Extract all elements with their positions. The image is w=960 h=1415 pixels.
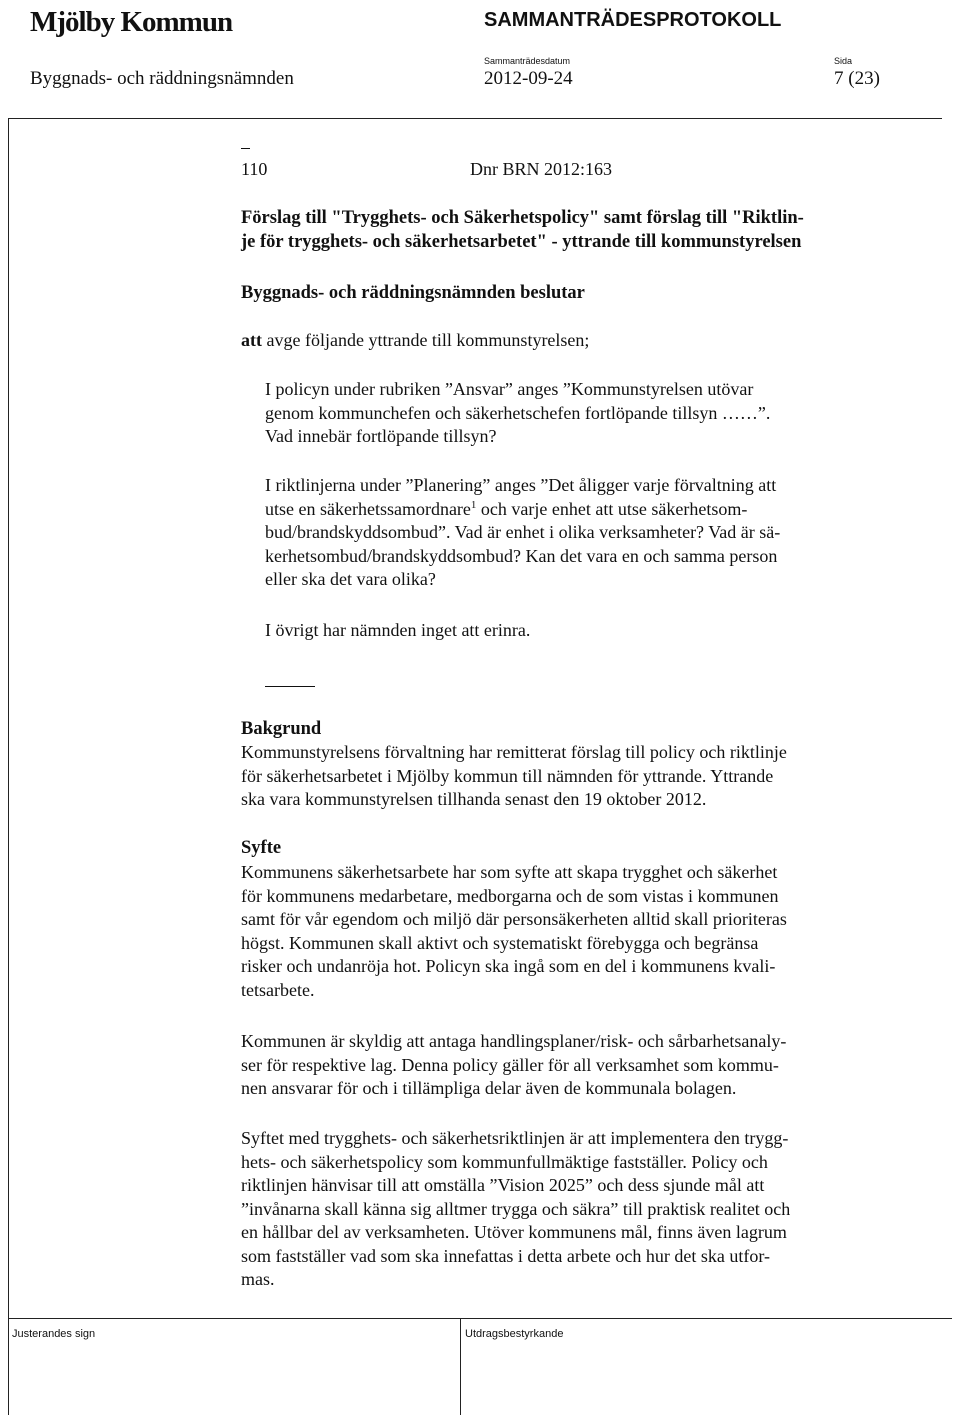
decision-heading: Byggnads- och räddningsnämnden beslutar — [241, 283, 585, 303]
decision-att-line — [241, 329, 589, 353]
meeting-date: 2012-09-24 — [484, 68, 573, 89]
purpose-heading: Syfte — [241, 838, 282, 858]
text-line: Kommunens säkerhetsarbete har som syfte att skapa trygghet och säkerhet — [241, 862, 778, 882]
att-text: avge följande yttrande till kommunstyrelsen; — [262, 330, 590, 350]
text-line: kerhetsombud/brandskyddsombud? Kan det vara en och samma person — [265, 545, 778, 566]
text-line: Vad innebär fortlöpande tillsyn? — [265, 426, 497, 446]
background-text — [241, 741, 787, 812]
item-title — [241, 207, 804, 254]
statement-policy-responsibility — [265, 378, 770, 449]
page-label: Sida — [834, 56, 853, 66]
text-line: Kommunen är skyldig att antaga handlingsplaner/risk- och sårbarhetsanaly- — [241, 1031, 787, 1051]
text-line: riktlinjen hänvisar till att omställa ”Vision 2025” och dess sjunde mål att — [241, 1175, 765, 1195]
purpose-paragraph-3 — [241, 1127, 790, 1292]
statement-no-further-remarks: I övrigt har nämnden inget att erinra. — [265, 620, 531, 640]
text-line: ”invånarna skall känna sig alltmer trygga och säkra” till praktisk realitet och — [241, 1198, 791, 1219]
text-line: bud/brandskyddsombud”. Vad är enhet i olika verksamheter? Vad är sä- — [265, 522, 781, 542]
text-line: ska vara kommunstyrelsen tillhanda senast den 19 oktober 2012. — [241, 789, 707, 809]
extract-certification-label: Utdragsbestyrkande — [465, 1328, 564, 1340]
page-number: 7 (23) — [834, 68, 880, 89]
left-margin-rule — [8, 118, 9, 1318]
footnote-marker: 1 — [470, 498, 477, 511]
footer-divider — [8, 1318, 952, 1319]
text-fragment: och varje enhet att utse säkerhetsom- — [476, 498, 748, 519]
meeting-date-label: Sammanträdesdatum — [484, 56, 571, 66]
board-name: Byggnads- och räddningsnämnden — [30, 68, 294, 89]
background-heading: Bakgrund — [241, 719, 322, 739]
text-line: högst. Kommunen skall aktivt och systematiskt förebygga och begränsa — [241, 932, 759, 953]
footer-middle-rule — [460, 1318, 461, 1415]
text-line: eller ska det vara olika? — [265, 569, 436, 589]
text-line: genom kommunchefen och säkerhetschefen fortlöpande tillsyn ……”. — [265, 402, 771, 423]
footer-left-rule — [8, 1318, 9, 1415]
text-line: samt för vår egendom och miljö där personsäkerheten alltid skall prioriteras — [241, 909, 787, 929]
text-line: I riktlinjerna under ”Planering” anges ”Det åligger varje förvaltning att — [265, 475, 777, 495]
paragraph-number: 110 — [241, 159, 268, 179]
text-line: risker och undanröja hot. Policyn ska ingå som en del i kommunens kvali- — [241, 956, 776, 976]
text-line: Kommunstyrelsens förvaltning har remitterat förslag till policy och riktlinje — [241, 742, 787, 762]
text-line: Syftet med trygghets- och säkerhetsriktlinjen är att implementera den trygg- — [241, 1128, 789, 1148]
text-line: för kommunens medarbetare, medborgarna och de som vistas i kommunen — [241, 885, 779, 906]
section-number-overline — [241, 148, 250, 149]
text-line: ser för respektive lag. Denna policy gäller för all verksamhet som kommu- — [241, 1054, 779, 1075]
text-line: som fastställer vad som ska innefattas i detta arbete och hur det ska utfor- — [241, 1245, 770, 1266]
organization-name: Mjölby Kommun — [30, 6, 233, 38]
item-title-line: je för trygghets- och säkerhetsarbetet" - yttrande till kommunstyrelsen — [241, 231, 802, 252]
header-divider — [8, 118, 942, 119]
purpose-paragraph-1 — [241, 861, 787, 1002]
purpose-paragraph-2 — [241, 1030, 786, 1101]
text-line: en hållbar del av verksamheten. Utöver kommunens mål, finns även lagrum — [241, 1222, 787, 1242]
case-number: Dnr BRN 2012:163 — [470, 159, 613, 179]
att-keyword: att — [241, 330, 262, 350]
text-line: I policyn under rubriken ”Ansvar” anges ”Kommunstyrelsen utövar — [265, 379, 754, 399]
text-line: för säkerhetsarbetet i Mjölby kommun till nämnden för yttrande. Yttrande — [241, 765, 774, 786]
statement-guideline-planning — [265, 474, 780, 592]
text-line: hets- och säkerhetspolicy som kommunfullmäktige fastställer. Policy och — [241, 1151, 768, 1172]
adjusters-signature-label: Justerandes sign — [12, 1328, 96, 1340]
text-fragment: utse en säkerhetssamordnare — [265, 498, 471, 519]
item-title-line: Förslag till "Trygghets- och Säkerhetspolicy" samt förslag till "Riktlin- — [241, 208, 804, 228]
text-line: nen ansvarar för och i tillämpliga delar även de kommunala bolagen. — [241, 1078, 737, 1098]
document-type: SAMMANTRÄDESPROTOKOLL — [484, 9, 782, 31]
text-line — [265, 498, 780, 522]
section-separator — [265, 686, 315, 687]
text-line: tetsarbete. — [241, 979, 315, 1000]
text-line: mas. — [241, 1269, 275, 1289]
